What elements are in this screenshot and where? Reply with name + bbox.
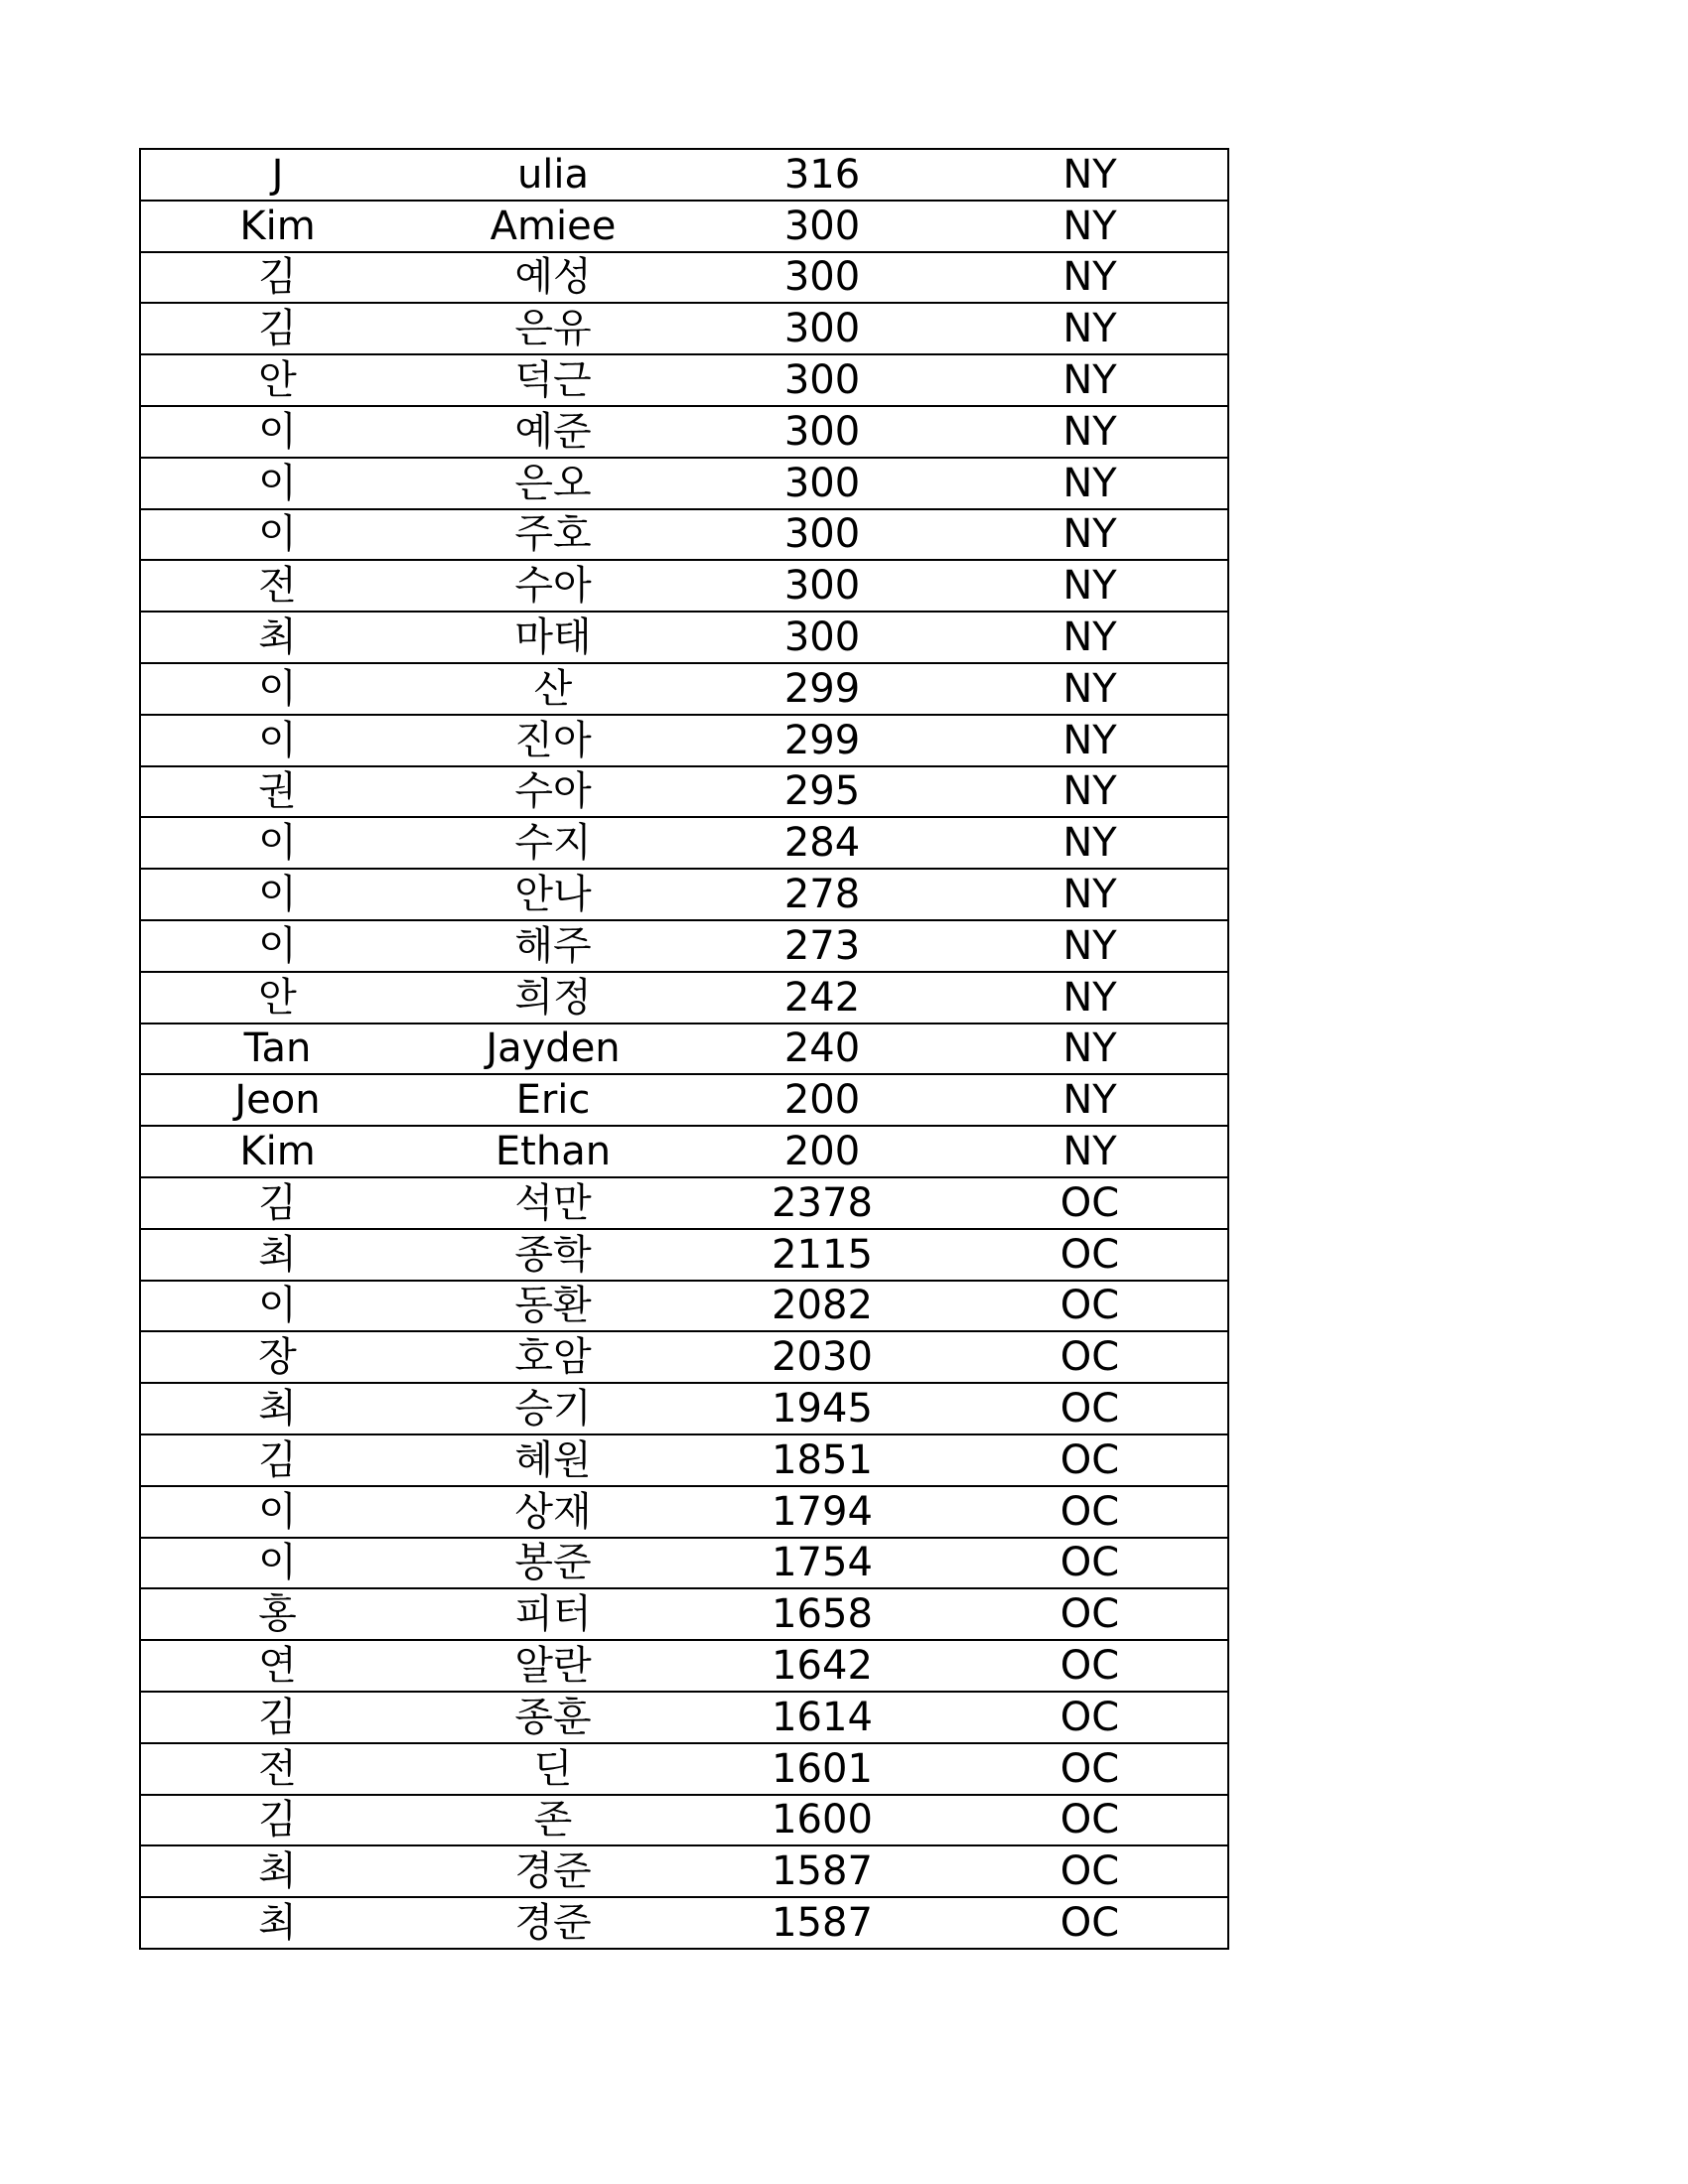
score-cell: 300 [692,201,952,252]
first-name-cell: 경준 [414,1845,692,1897]
last-name-cell: 김 [140,1434,414,1486]
region-cell: NY [952,149,1228,201]
first-name-cell: 마태 [414,612,692,663]
score-cell: 273 [692,920,952,972]
score-cell: 242 [692,972,952,1024]
last-name-cell: 전 [140,560,414,612]
region-cell: NY [952,458,1228,509]
score-cell: 300 [692,354,952,406]
table-row [140,612,1228,663]
last-name-cell: 김 [140,1177,414,1229]
table-row [140,201,1228,252]
first-name-cell: ulia [414,149,692,201]
table-row [140,406,1228,458]
table-row [140,1074,1228,1126]
first-name-cell: 호암 [414,1331,692,1383]
first-name-cell: 주호 [414,509,692,561]
last-name-cell: Jeon [140,1074,414,1126]
region-cell: OC [952,1229,1228,1281]
region-cell: NY [952,1074,1228,1126]
score-cell: 300 [692,458,952,509]
table-row [140,1640,1228,1692]
table-row [140,560,1228,612]
first-name-cell: 봉준 [414,1538,692,1589]
score-cell: 200 [692,1126,952,1177]
first-name-cell: 경준 [414,1897,692,1949]
table-row [140,1383,1228,1434]
score-cell: 1945 [692,1383,952,1434]
region-cell: NY [952,972,1228,1024]
first-name-cell: 덕근 [414,354,692,406]
region-cell: OC [952,1588,1228,1640]
table-row [140,1692,1228,1743]
first-name-cell: 상재 [414,1486,692,1538]
last-name-cell: 이 [140,1486,414,1538]
score-cell: 295 [692,766,952,818]
region-cell: NY [952,303,1228,354]
region-cell: NY [952,406,1228,458]
last-name-cell: 안 [140,354,414,406]
table-row [140,1897,1228,1949]
table-row [140,252,1228,304]
first-name-cell: Amiee [414,201,692,252]
last-name-cell: 이 [140,406,414,458]
score-cell: 1642 [692,1640,952,1692]
first-name-cell: Eric [414,1074,692,1126]
table-row [140,1486,1228,1538]
first-name-cell: 희정 [414,972,692,1024]
first-name-cell: 존 [414,1795,692,1846]
region-cell: OC [952,1795,1228,1846]
region-cell: NY [952,817,1228,869]
first-name-cell: 수지 [414,817,692,869]
first-name-cell: 석만 [414,1177,692,1229]
table-row [140,1588,1228,1640]
region-cell: OC [952,1692,1228,1743]
last-name-cell: 이 [140,1538,414,1589]
table-row [140,1024,1228,1075]
first-name-cell: 혜원 [414,1434,692,1486]
region-cell: NY [952,869,1228,920]
first-name-cell: Jayden [414,1024,692,1075]
last-name-cell: J [140,149,414,201]
region-cell: OC [952,1383,1228,1434]
score-cell: 300 [692,509,952,561]
last-name-cell: 이 [140,663,414,715]
last-name-cell: 이 [140,817,414,869]
table-row [140,149,1228,201]
region-cell: NY [952,560,1228,612]
first-name-cell: Ethan [414,1126,692,1177]
score-cell: 2030 [692,1331,952,1383]
score-cell: 284 [692,817,952,869]
table-row [140,1434,1228,1486]
table-row [140,303,1228,354]
score-cell: 1658 [692,1588,952,1640]
table-row [140,1795,1228,1846]
last-name-cell: 김 [140,1795,414,1846]
score-cell: 240 [692,1024,952,1075]
region-cell: OC [952,1897,1228,1949]
score-cell: 1794 [692,1486,952,1538]
region-cell: NY [952,509,1228,561]
region-cell: OC [952,1281,1228,1332]
last-name-cell: 이 [140,1281,414,1332]
last-name-cell: 권 [140,766,414,818]
last-name-cell: 전 [140,1743,414,1795]
last-name-cell: Tan [140,1024,414,1075]
score-cell: 316 [692,149,952,201]
last-name-cell: 최 [140,1383,414,1434]
table-row [140,1743,1228,1795]
score-cell: 1754 [692,1538,952,1589]
region-cell: NY [952,1126,1228,1177]
table-row [140,1126,1228,1177]
first-name-cell: 종학 [414,1229,692,1281]
region-cell: NY [952,663,1228,715]
last-name-cell: 이 [140,869,414,920]
region-cell: NY [952,1024,1228,1075]
score-cell: 200 [692,1074,952,1126]
first-name-cell: 은유 [414,303,692,354]
first-name-cell: 산 [414,663,692,715]
first-name-cell: 알란 [414,1640,692,1692]
last-name-cell: 이 [140,920,414,972]
region-cell: NY [952,252,1228,304]
score-cell: 300 [692,406,952,458]
score-cell: 278 [692,869,952,920]
score-cell: 300 [692,303,952,354]
score-cell: 300 [692,612,952,663]
region-cell: OC [952,1177,1228,1229]
region-cell: OC [952,1538,1228,1589]
first-name-cell: 은오 [414,458,692,509]
region-cell: NY [952,612,1228,663]
table-row [140,1538,1228,1589]
first-name-cell: 종훈 [414,1692,692,1743]
first-name-cell: 예준 [414,406,692,458]
last-name-cell: 이 [140,458,414,509]
last-name-cell: Kim [140,1126,414,1177]
last-name-cell: 최 [140,612,414,663]
table-row [140,1177,1228,1229]
region-cell: OC [952,1743,1228,1795]
region-cell: NY [952,766,1228,818]
table-row [140,869,1228,920]
last-name-cell: 이 [140,715,414,766]
score-cell: 299 [692,663,952,715]
table-row [140,715,1228,766]
last-name-cell: 김 [140,1692,414,1743]
last-name-cell: 이 [140,509,414,561]
table-row [140,1331,1228,1383]
first-name-cell: 피터 [414,1588,692,1640]
first-name-cell: 수아 [414,560,692,612]
score-cell: 1601 [692,1743,952,1795]
region-cell: NY [952,354,1228,406]
table-row [140,1281,1228,1332]
table-row [140,663,1228,715]
score-cell: 300 [692,560,952,612]
score-cell: 2082 [692,1281,952,1332]
last-name-cell: 김 [140,252,414,304]
last-name-cell: 최 [140,1845,414,1897]
table-row [140,1229,1228,1281]
first-name-cell: 수아 [414,766,692,818]
table-row [140,766,1228,818]
table-body [140,149,1228,1949]
region-cell: OC [952,1640,1228,1692]
last-name-cell: 홍 [140,1588,414,1640]
score-cell: 1851 [692,1434,952,1486]
table-row [140,509,1228,561]
table-row [140,920,1228,972]
last-name-cell: Kim [140,201,414,252]
score-cell: 1587 [692,1897,952,1949]
first-name-cell: 예성 [414,252,692,304]
first-name-cell: 승기 [414,1383,692,1434]
data-table [139,148,1229,1950]
table-row [140,458,1228,509]
score-cell: 1587 [692,1845,952,1897]
last-name-cell: 김 [140,303,414,354]
score-cell: 1614 [692,1692,952,1743]
first-name-cell: 동환 [414,1281,692,1332]
last-name-cell: 안 [140,972,414,1024]
score-cell: 2378 [692,1177,952,1229]
table-row [140,972,1228,1024]
region-cell: OC [952,1331,1228,1383]
region-cell: OC [952,1434,1228,1486]
first-name-cell: 안나 [414,869,692,920]
table-row [140,817,1228,869]
last-name-cell: 최 [140,1229,414,1281]
table-row [140,1845,1228,1897]
table-row [140,354,1228,406]
region-cell: NY [952,920,1228,972]
region-cell: OC [952,1845,1228,1897]
last-name-cell: 최 [140,1897,414,1949]
score-cell: 300 [692,252,952,304]
score-cell: 299 [692,715,952,766]
last-name-cell: 장 [140,1331,414,1383]
first-name-cell: 딘 [414,1743,692,1795]
region-cell: OC [952,1486,1228,1538]
region-cell: NY [952,715,1228,766]
first-name-cell: 해주 [414,920,692,972]
score-cell: 1600 [692,1795,952,1846]
first-name-cell: 진아 [414,715,692,766]
score-cell: 2115 [692,1229,952,1281]
last-name-cell: 연 [140,1640,414,1692]
region-cell: NY [952,201,1228,252]
